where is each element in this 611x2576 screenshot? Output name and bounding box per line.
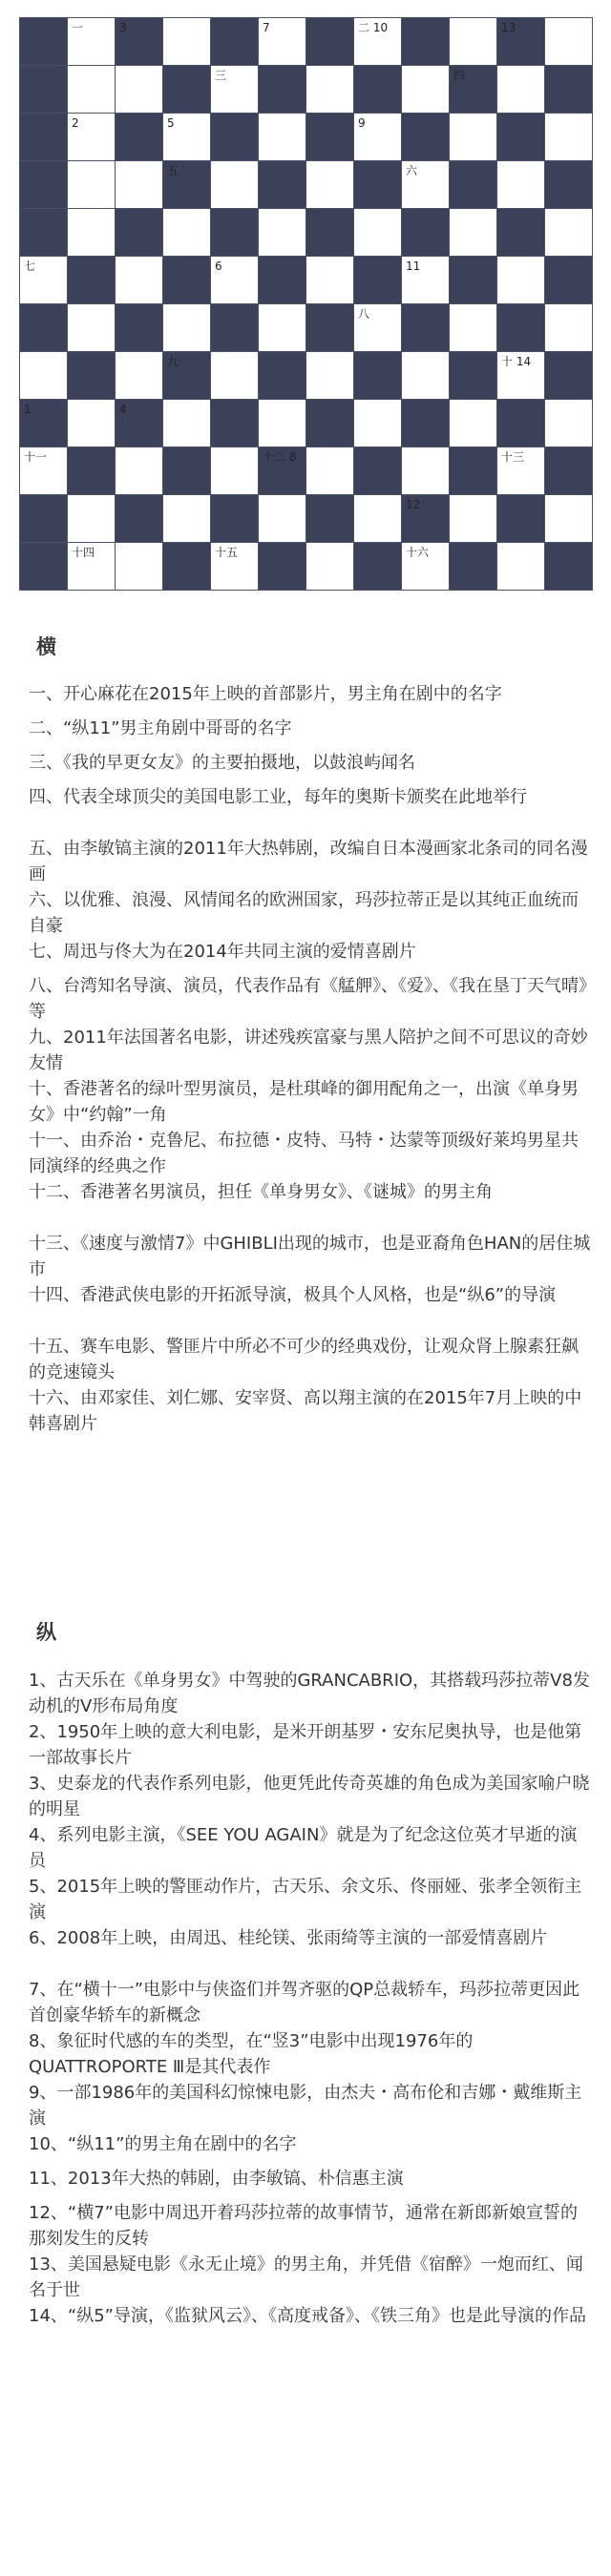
grid-cell-white[interactable]	[545, 209, 593, 257]
grid-cell-black	[211, 495, 259, 543]
clue-label: 十二、	[29, 1182, 80, 1202]
grid-cell-white[interactable]	[497, 161, 545, 209]
grid-cell-black	[306, 400, 354, 447]
across-clue	[29, 1282, 594, 1308]
down-clue	[29, 2303, 594, 2329]
grid-cell-white[interactable]	[402, 352, 450, 400]
clue-text: 开心麻花在2015年上映的首部影片，男主角在剧中的名字	[63, 684, 502, 704]
clue-label: 九、	[29, 1028, 63, 1048]
clue-number: 十二 8	[263, 450, 297, 464]
grid-cell-black	[402, 304, 450, 352]
grid-cell-white[interactable]	[20, 447, 68, 495]
grid-cell-white[interactable]	[354, 18, 402, 66]
clue-number: 9	[358, 116, 366, 130]
clue-text: 一部1986年的美国科幻惊悚电影，由杰夫・高布伦和吉娜・戴维斯主演	[29, 2083, 582, 2129]
grid-cell-black	[116, 495, 163, 543]
clue-label: 10、	[29, 2134, 68, 2154]
clue-text: 《速度与激情7》中GHIBLI出现的城市，也是亚裔角色HAN的居住城市	[29, 1234, 591, 1279]
grid-cell-white[interactable]	[259, 400, 306, 447]
down-clue	[29, 1874, 594, 1925]
down-clue	[29, 1719, 594, 1771]
grid-cell-black	[306, 209, 354, 257]
grid-cell-white[interactable]	[450, 400, 497, 447]
clue-number: 7	[263, 21, 270, 34]
grid-cell-white[interactable]	[450, 114, 497, 161]
grid-cell-white[interactable]	[116, 447, 163, 495]
grid-cell-white[interactable]	[211, 257, 259, 304]
across-clue	[29, 1385, 594, 1437]
grid-cell-black	[450, 257, 497, 304]
grid-cell-black	[259, 352, 306, 400]
clue-text: 香港武侠电影的开拓派导演，极具个人风格，也是“纵6”的导演	[80, 1285, 557, 1305]
grid-cell-black	[306, 18, 354, 66]
grid-cell-black	[20, 400, 68, 447]
grid-cell-white[interactable]	[259, 304, 306, 352]
across-clue	[29, 716, 594, 741]
grid-cell-black	[306, 495, 354, 543]
clue-text: 周迅与佟大为在2014年共同主演的爱情喜剧片	[63, 942, 416, 962]
grid-cell-black	[259, 66, 306, 114]
grid-cell-black	[116, 18, 163, 66]
grid-cell-black	[450, 447, 497, 495]
grid-cell-white[interactable]	[211, 447, 259, 495]
grid-cell-black	[545, 66, 593, 114]
grid-cell-white[interactable]	[354, 495, 402, 543]
clue-label: 3、	[29, 1774, 57, 1794]
clue-number: 1	[24, 403, 32, 416]
clue-number: 一	[72, 21, 84, 34]
grid-cell-black	[545, 257, 593, 304]
grid-cell-white[interactable]	[497, 543, 545, 591]
clue-number: 6	[215, 260, 222, 273]
grid-cell-black	[116, 400, 163, 447]
grid-cell-black	[68, 352, 116, 400]
grid-cell-white[interactable]	[497, 66, 545, 114]
grid-cell-white[interactable]	[402, 447, 450, 495]
down-clue	[29, 2080, 594, 2131]
grid-cell-white[interactable]	[211, 161, 259, 209]
clue-label: 2、	[29, 1722, 57, 1742]
grid-cell-white[interactable]	[20, 352, 68, 400]
clue-label: 14、	[29, 2306, 68, 2326]
clue-label: 一、	[29, 684, 63, 704]
grid-cell-black	[20, 161, 68, 209]
grid-cell-white[interactable]	[402, 257, 450, 304]
grid-cell-white[interactable]	[163, 495, 211, 543]
grid-cell-black	[402, 400, 450, 447]
down-clue	[29, 2252, 594, 2303]
grid-cell-black	[354, 161, 402, 209]
clue-label: 十一、	[29, 1131, 80, 1151]
across-clue	[29, 1179, 594, 1205]
grid-cell-black	[497, 209, 545, 257]
clue-text: 在“横十一”电影中与侠盗们并驾齐驱的QP总裁轿车，玛莎拉蒂更因此首创豪华轿车的新概念	[29, 1980, 580, 2025]
grid-cell-black	[163, 257, 211, 304]
down-clue	[29, 2166, 594, 2192]
clue-number: 5	[167, 116, 175, 130]
grid-cell-black	[211, 304, 259, 352]
grid-cell-black	[20, 209, 68, 257]
grid-cell-white[interactable]	[68, 400, 116, 447]
clue-text: 2015年上映的警匪动作片，古天乐、余文乐、佟丽娅、张孝全领衔主演	[29, 1877, 582, 1922]
grid-cell-black	[450, 352, 497, 400]
grid-cell-black	[545, 447, 593, 495]
clue-text: 由乔治・克鲁尼、布拉德・皮特、马特・达蒙等顶级好莱坞男星共同演绎的经典之作	[29, 1131, 579, 1176]
grid-cell-black	[68, 257, 116, 304]
clue-text: 象征时代感的车的类型，在“竖3”电影中出现1976年的QUATTROPORTE Ⅲ是其代表作	[29, 2031, 474, 2077]
clue-label: 13、	[29, 2254, 68, 2275]
grid-cell-black	[211, 114, 259, 161]
grid-cell-black	[20, 114, 68, 161]
grid-cell-black	[259, 257, 306, 304]
grid-cell-white[interactable]	[402, 543, 450, 591]
grid-cell-black	[116, 209, 163, 257]
grid-cell-white[interactable]	[116, 352, 163, 400]
grid-cell-white[interactable]	[259, 495, 306, 543]
clue-number: 九	[167, 355, 179, 368]
grid-cell-white[interactable]	[306, 543, 354, 591]
across-clue	[29, 1076, 594, 1128]
grid-cell-black	[545, 543, 593, 591]
grid-cell-white[interactable]	[116, 257, 163, 304]
clue-number: 五	[167, 164, 179, 177]
grid-cell-black	[402, 495, 450, 543]
grid-cell-white[interactable]	[354, 114, 402, 161]
grid-cell-white[interactable]	[211, 352, 259, 400]
clue-text: 由邓家佳、刘仁娜、安宰贤、高以翔主演的在2015年7月上映的中韩喜剧片	[29, 1388, 582, 1434]
down-clue	[29, 1771, 594, 1822]
grid-cell-white[interactable]	[306, 352, 354, 400]
clue-number: 十三	[501, 450, 525, 464]
grid-cell-black	[259, 543, 306, 591]
clue-label: 十五、	[29, 1337, 80, 1357]
across-clue	[29, 939, 594, 965]
across-clue	[29, 973, 594, 1025]
clue-label: 四、	[29, 787, 63, 807]
clue-number: 二 10	[358, 21, 389, 34]
clue-number: 六	[406, 164, 418, 177]
grid-cell-white[interactable]	[354, 209, 402, 257]
clue-text: 赛车电影、警匪片中所必不可少的经典戏份，让观众肾上腺素狂飙的竞速镜头	[29, 1337, 579, 1382]
grid-cell-white[interactable]	[163, 400, 211, 447]
across-clue	[29, 887, 594, 939]
down-title: 纵	[36, 1621, 56, 1644]
clue-text: 1950年上映的意大利电影，是米开朗基罗・安东尼奥执导，也是他第一部故事长片	[29, 1722, 582, 1768]
clue-text: “横7”电影中周迅开着玛莎拉蒂的故事情节，通常在新郎新娘宣誓的那刻发生的反转	[29, 2203, 579, 2249]
across-clue	[29, 1025, 594, 1076]
grid-cell-black	[116, 114, 163, 161]
grid-cell-black	[211, 400, 259, 447]
grid-cell-white[interactable]	[450, 18, 497, 66]
grid-cell-black	[497, 304, 545, 352]
clue-label: 7、	[29, 1980, 57, 2000]
grid-cell-white[interactable]	[306, 447, 354, 495]
clue-text: 系列电影主演，《SEE YOU AGAIN》就是为了纪念这位英才早逝的演员	[29, 1825, 578, 1871]
grid-cell-white[interactable]	[306, 257, 354, 304]
across-clue	[29, 784, 594, 810]
grid-cell-white[interactable]	[68, 18, 116, 66]
down-clue	[29, 1822, 594, 1874]
grid-cell-black	[20, 495, 68, 543]
grid-cell-black	[20, 543, 68, 591]
grid-cell-black	[163, 543, 211, 591]
grid-cell-white[interactable]	[497, 352, 545, 400]
grid-cell-black	[163, 352, 211, 400]
clue-text: 代表全球顶尖的美国电影工业，每年的奥斯卡颁奖在此地举行	[63, 787, 527, 807]
grid-cell-black	[20, 66, 68, 114]
clue-text: 美国悬疑电影《永无止境》的男主角，并凭借《宿醉》一炮而红、闻名于世	[29, 2254, 583, 2300]
grid-cell-white[interactable]	[68, 161, 116, 209]
grid-cell-white[interactable]	[545, 114, 593, 161]
grid-cell-black	[20, 304, 68, 352]
grid-cell-white[interactable]	[20, 257, 68, 304]
grid-cell-white[interactable]	[497, 447, 545, 495]
clue-label: 十三、	[29, 1234, 80, 1254]
clue-label: 8、	[29, 2031, 57, 2051]
clue-number: 十六	[406, 546, 430, 559]
grid-cell-black	[354, 66, 402, 114]
grid-cell-white[interactable]	[163, 114, 211, 161]
grid-cell-white[interactable]	[259, 114, 306, 161]
grid-cell-white[interactable]	[545, 304, 593, 352]
grid-cell-black	[306, 304, 354, 352]
clue-number: 十五	[215, 546, 239, 559]
clue-text: 由李敏镐主演的2011年大热韩剧，改编自日本漫画家北条司的同名漫画	[29, 839, 588, 884]
grid-cell-white[interactable]	[116, 66, 163, 114]
clue-number: 2	[72, 116, 79, 130]
clue-label: 4、	[29, 1825, 57, 1845]
clue-text: 以优雅、浪漫、风情闻名的欧洲国家，玛莎拉蒂正是以其纯正血统而自豪	[29, 890, 579, 936]
grid-cell-white[interactable]	[354, 400, 402, 447]
grid-cell-black	[68, 447, 116, 495]
grid-cell-black	[211, 18, 259, 66]
clue-label: 5、	[29, 1877, 57, 1897]
clue-text: “纵5”导演，《监狱风云》、《高度戒备》、《铁三角》也是此导演的作品	[67, 2306, 587, 2326]
grid-cell-black	[354, 447, 402, 495]
clue-text: 古天乐在《单身男女》中驾驶的GRANCABRIO，其搭载玛莎拉蒂V8发动机的V形布局角度	[29, 1671, 590, 1716]
grid-cell-white[interactable]	[68, 495, 116, 543]
grid-cell-white[interactable]	[545, 18, 593, 66]
down-clue	[29, 2028, 594, 2080]
clue-label: 五、	[29, 839, 63, 859]
clue-number: 十一	[24, 450, 48, 464]
grid-cell-white[interactable]	[402, 161, 450, 209]
grid-cell-black	[20, 18, 68, 66]
clue-text: 2008年上映，由周迅、桂纶镁、张雨绮等主演的一部爱情喜剧片	[56, 1928, 548, 1948]
grid-cell-black	[450, 543, 497, 591]
grid-cell-white[interactable]	[163, 18, 211, 66]
clue-label: 十、	[29, 1079, 63, 1099]
clue-label: 12、	[29, 2203, 68, 2223]
grid-cell-black	[450, 161, 497, 209]
grid-cell-white[interactable]	[450, 304, 497, 352]
crossword-grid	[19, 17, 593, 591]
across-clue	[29, 1334, 594, 1385]
grid-cell-black	[450, 66, 497, 114]
grid-cell-black	[497, 18, 545, 66]
clue-number: 12	[406, 498, 421, 511]
grid-cell-black	[354, 257, 402, 304]
clue-number: 3	[119, 21, 127, 34]
down-clue	[29, 1668, 594, 1719]
clue-text: 《我的早更女友》的主要拍摄地，以鼓浪屿闻名	[63, 753, 415, 773]
down-clue	[29, 1977, 594, 2028]
grid-cell-white[interactable]	[497, 257, 545, 304]
grid-cell-black	[402, 209, 450, 257]
grid-cell-black	[354, 352, 402, 400]
clue-text: 台湾知名导演、演员，代表作品有《艋舺》、《爱》、《我在垦丁天气晴》等	[29, 976, 587, 1022]
clue-number: 11	[406, 260, 421, 273]
grid-cell-white[interactable]	[163, 304, 211, 352]
clue-text: 香港著名男演员，担任《单身男女》、《谜城》的男主角	[80, 1182, 493, 1202]
grid-cell-white[interactable]	[116, 161, 163, 209]
grid-cell-black	[116, 304, 163, 352]
across-clue	[29, 836, 594, 887]
across-clue	[29, 681, 594, 707]
grid-cell-white[interactable]	[259, 18, 306, 66]
down-clue	[29, 2200, 594, 2252]
grid-cell-white[interactable]	[545, 495, 593, 543]
grid-cell-black	[259, 161, 306, 209]
clue-number: 七	[24, 260, 36, 273]
across-title: 横	[36, 635, 56, 658]
grid-cell-black	[497, 114, 545, 161]
clue-label: 十四、	[29, 1285, 80, 1305]
clue-label: 三、	[29, 753, 63, 773]
clue-text: 2011年法国著名电影，讲述残疾富豪与黑人陪护之间不可思议的奇妙友情	[29, 1028, 588, 1073]
grid-cell-white[interactable]	[450, 495, 497, 543]
grid-cell-white[interactable]	[306, 161, 354, 209]
clue-label: 二、	[29, 718, 63, 738]
grid-cell-black	[497, 495, 545, 543]
grid-cell-black	[545, 161, 593, 209]
down-clue	[29, 1925, 594, 1951]
clue-text: “纵11”男主角剧中哥哥的名字	[63, 718, 292, 738]
clue-label: 六、	[29, 890, 63, 910]
across-clue	[29, 1231, 594, 1282]
clue-number: 13	[501, 21, 516, 34]
clue-label: 6、	[29, 1928, 57, 1948]
down-clue	[29, 2131, 594, 2157]
clue-label: 11、	[29, 2169, 68, 2189]
grid-cell-black	[545, 352, 593, 400]
across-clue	[29, 750, 594, 776]
clue-text: “纵11”的男主角在剧中的名字	[67, 2134, 297, 2154]
clue-text: 史泰龙的代表作系列电影，他更凭此传奇英雄的角色成为美国家喻户晓的明星	[29, 1774, 590, 1819]
grid-cell-white[interactable]	[545, 400, 593, 447]
grid-cell-black	[163, 447, 211, 495]
grid-cell-white[interactable]	[402, 66, 450, 114]
clue-text: 香港著名的绿叶型男演员，是杜琪峰的御用配角之一，出演《单身男女》中“约翰”一角	[29, 1079, 579, 1125]
clue-number: 4	[119, 403, 127, 416]
clue-label: 八、	[29, 976, 63, 996]
grid-cell-white[interactable]	[68, 209, 116, 257]
grid-cell-black	[306, 114, 354, 161]
clue-label: 十六、	[29, 1388, 80, 1408]
grid-cell-white[interactable]	[306, 66, 354, 114]
clue-number: 八	[358, 307, 370, 321]
grid-cell-white[interactable]	[68, 114, 116, 161]
clue-label: 七、	[29, 942, 63, 962]
grid-cell-black	[354, 543, 402, 591]
grid-cell-white[interactable]	[211, 543, 259, 591]
grid-cell-white[interactable]	[68, 304, 116, 352]
grid-cell-white[interactable]	[68, 543, 116, 591]
grid-cell-black	[163, 161, 211, 209]
clue-text: 2013年大热的韩剧，由李敏镐、朴信惠主演	[67, 2169, 404, 2189]
clue-number: 三	[215, 69, 227, 82]
grid-cell-white[interactable]	[68, 66, 116, 114]
grid-cell-white[interactable]	[116, 543, 163, 591]
clue-number: 四	[453, 69, 466, 82]
grid-cell-black	[163, 66, 211, 114]
grid-cell-black	[497, 400, 545, 447]
grid-cell-white[interactable]	[450, 209, 497, 257]
grid-cell-black	[402, 114, 450, 161]
clue-number: 十四	[72, 546, 95, 559]
grid-cell-white[interactable]	[163, 209, 211, 257]
grid-cell-black	[259, 447, 306, 495]
clue-label: 9、	[29, 2083, 57, 2103]
grid-cell-black	[402, 18, 450, 66]
clue-label: 1、	[29, 1671, 57, 1691]
grid-cell-white[interactable]	[211, 66, 259, 114]
grid-cell-white[interactable]	[354, 304, 402, 352]
across-clue	[29, 1128, 594, 1179]
grid-cell-white[interactable]	[259, 209, 306, 257]
grid-cell-black	[211, 209, 259, 257]
clue-number: 十 14	[501, 355, 532, 368]
